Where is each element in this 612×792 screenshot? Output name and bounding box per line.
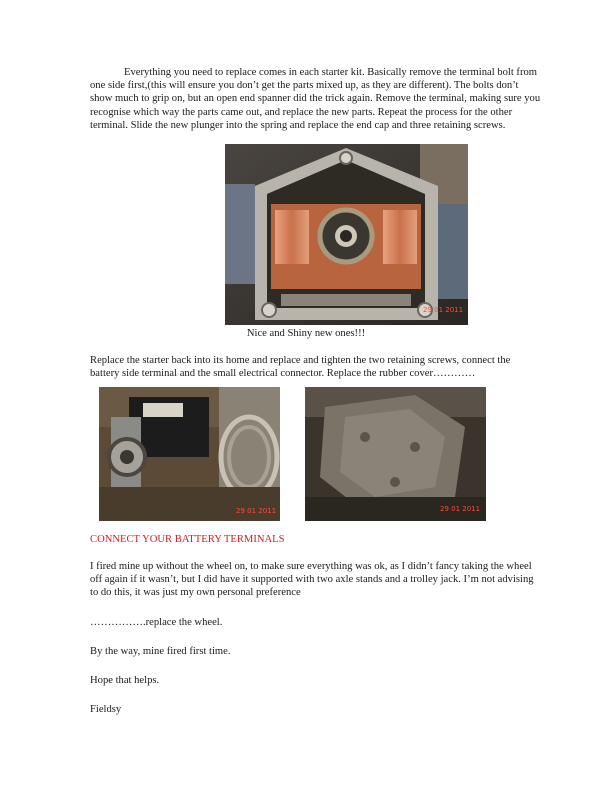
signature: Fieldsy <box>90 704 122 715</box>
starter-installed-photo <box>99 387 280 521</box>
date-stamp: 29 01 2011 <box>236 507 277 515</box>
battery-heading: CONNECT YOUR BATTERY TERMINALS <box>90 534 285 545</box>
solenoid-contacts-photo <box>225 144 468 325</box>
fired-paragraph: I fired mine up without the wheel on, to make sure everything was ok, as I didn’t fancy taking the wheel off again if it wasn’t, but I did have it supported with two axle stands and a trolley jack. I’m not advising to do this, it was just my own personal preference <box>90 561 534 599</box>
first-time-line: By the way, mine fired first time. <box>90 646 231 657</box>
date-stamp: 29 01 2011 <box>440 505 481 513</box>
replace-paragraph: Replace the starter back into its home and replace and tighten the two retaining screws, connect the battery side terminal and the small electrical connector. Replace the rubber cover………… <box>90 355 511 380</box>
date-stamp: 29 01 2011 <box>423 306 464 314</box>
rubber-cover-photo <box>305 387 486 521</box>
figure-caption: Nice and Shiny new ones!!! <box>246 328 366 339</box>
wheel-line: …………….replace the wheel. <box>90 617 223 628</box>
hope-line: Hope that helps. <box>90 675 160 686</box>
intro-paragraph: Everything you need to replace comes in each starter kit. Basically remove the terminal bolt from one side first,(this will ensure you don’t get the parts mixed up, as they are different). The bolts don’t show much to grip on, but an open end spanner did the trick again. Remove the terminal, making sure you recognise which way the parts came out, and replace the new parts. Repeat the process for the other terminal. Slide the new plunger into the spring and replace the end cap and three retaining screws. <box>90 67 541 131</box>
